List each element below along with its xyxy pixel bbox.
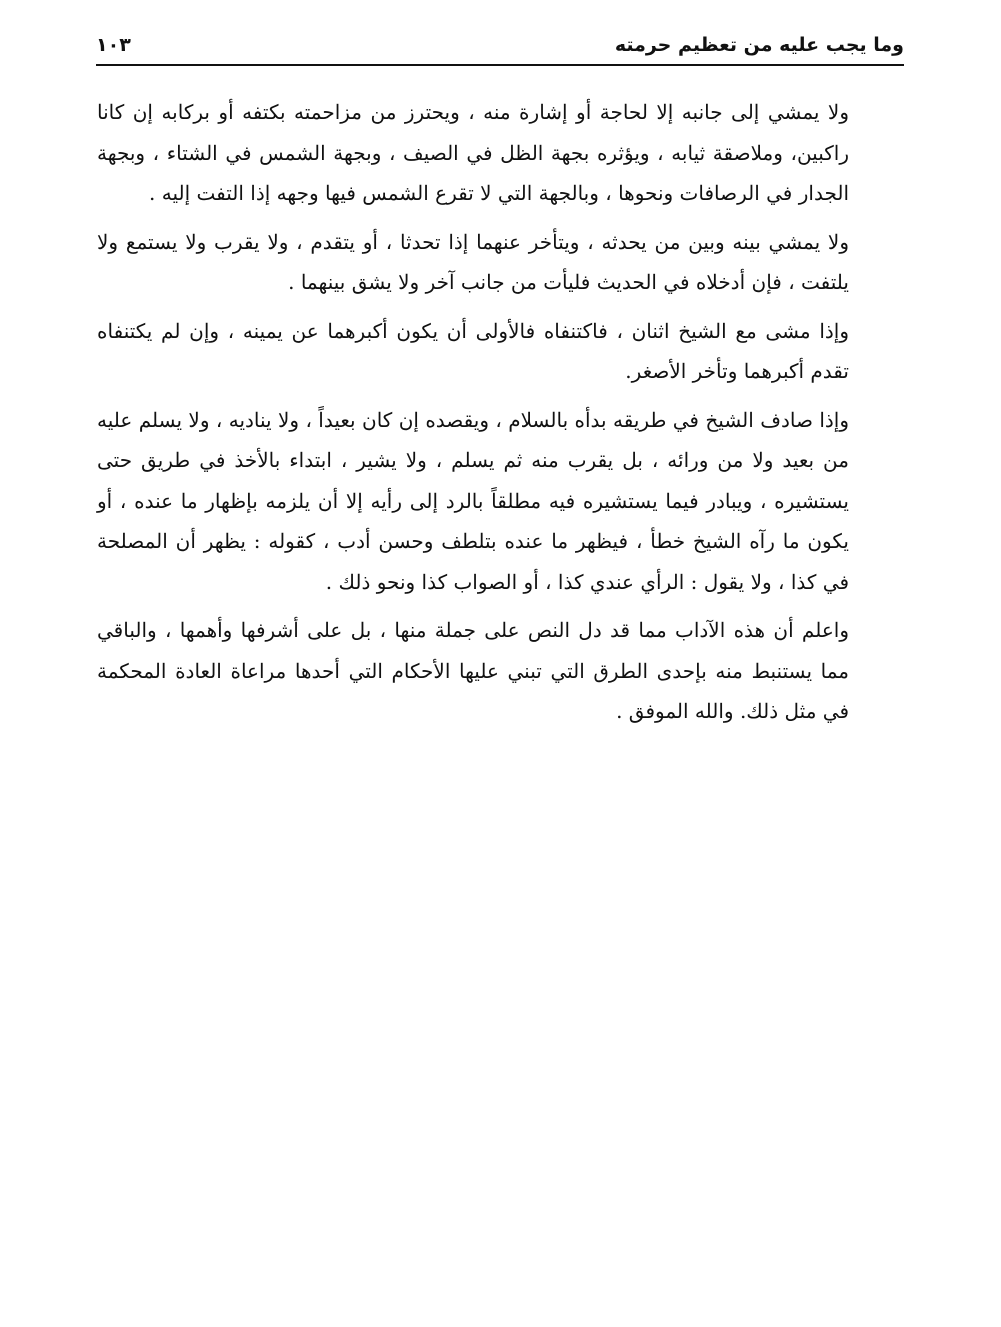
- paragraph-1: ولا يمشي إلى جانبه إلا لحاجة أو إشارة منه ، ويحترز من مزاحمته بكتفه أو بركابه إن كانا راكبين، وملاصقة ثيابه ، ويؤثره بجهة الظل في الصيف ، وبجهة الشمس في الشتاء ، وبجهة الجدار في الرصافات ونحوها ، وبالجهة التي لا تقرع الشمس فيها وجهه إذا التفت إليه .: [97, 100, 849, 205]
- paragraph-4: وإذا صادف الشيخ في طريقه بدأه بالسلام ، ويقصده إن كان بعيداً ، ولا يناديه ، ولا يسلم عليه من بعيد ولا من ورائه ، بل يقرب منه ثم يسلم ، ولا يشير ، ابتداء بالأخذ في طريق حتى يستشيره ، ويبادر فيما يستشيره فيه مطلقاً بالرد إلى رأيه إلا أن يلزمه بإظهار ما عنده ، أو يكون ما رآه الشيخ خطأ ، فيظهر ما عنده بتلطف وحسن أدب ، كقوله : يظهر أن المصلحة في كذا ، ولا يقول : الرأي عندي كذا ، أو الصواب كذا ونحو ذلك .: [97, 407, 849, 594]
- running-title: وما يجب عليه من تعظيم حرمته: [614, 34, 904, 56]
- body-text: [97, 92, 903, 740]
- page-number: ١٠٣: [96, 34, 131, 56]
- header-rule: [96, 64, 904, 66]
- paragraph-5: واعلم أن هذه الآداب مما قد دل النص على جملة منها ، بل على أشرفها وأهمها ، والباقي مما يستنبط منه بإحدى الطرق التي تبني عليها الأحكام التي أحدها مراعاة العادة المحكمة في مثل ذلك. والله الموفق .: [97, 618, 849, 723]
- paragraph-3: وإذا مشى مع الشيخ اثنان ، فاكتنفاه فالأولى أن يكون أكبرهما عن يمينه ، وإن لم يكتنفاه تقدم أكبرهما وتأخر الأصغر.: [97, 318, 849, 383]
- running-header: [96, 26, 904, 64]
- paragraph-2: ولا يمشي بينه وبين من يحدثه ، ويتأخر عنهما إذا تحدثا ، أو يتقدم ، ولا يقرب ولا يستمع ولا يلتفت ، فإن أدخلاه في الحديث فليأت من جانب آخر ولا يشق بينهما .: [97, 229, 849, 294]
